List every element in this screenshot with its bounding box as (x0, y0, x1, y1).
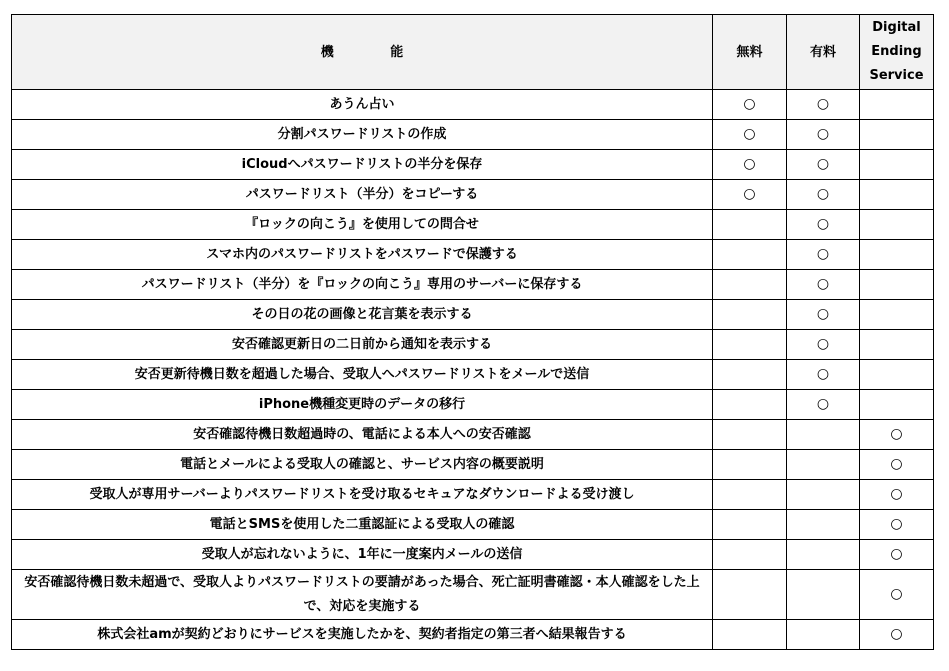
feature-cell: あうん占い (12, 90, 713, 120)
availability-mark: ○ (816, 186, 830, 202)
availability-mark: ○ (816, 246, 830, 262)
free-availability-cell (713, 120, 787, 150)
paid-availability-cell (787, 240, 860, 270)
availability-mark: ○ (890, 456, 903, 472)
table-row (12, 300, 934, 330)
free-availability-cell (713, 240, 787, 270)
paid-availability-cell (787, 420, 860, 450)
table-row (12, 570, 934, 620)
availability-mark: ○ (743, 186, 756, 202)
free-availability-cell (713, 570, 787, 620)
header-feature-label: 機 能 (320, 44, 430, 60)
table-row (12, 420, 934, 450)
paid-availability-cell (787, 480, 860, 510)
table-row (12, 270, 934, 300)
des-availability-cell (860, 210, 934, 240)
table-row (12, 390, 934, 420)
table-row (12, 450, 934, 480)
availability-mark: ○ (890, 546, 903, 562)
paid-availability-cell (787, 510, 860, 540)
paid-availability-cell (787, 540, 860, 570)
des-availability-cell (860, 620, 934, 650)
availability-mark: ○ (816, 396, 830, 412)
free-availability-cell (713, 150, 787, 180)
free-availability-cell (713, 180, 787, 210)
feature-cell: スマホ内のパスワードリストをパスワードで保護する (12, 240, 713, 270)
des-availability-cell (860, 390, 934, 420)
des-availability-cell (860, 420, 934, 450)
feature-cell: 分割パスワードリストの作成 (12, 120, 713, 150)
header-des-line-3: Service (869, 68, 924, 83)
header-digital-ending-service (860, 15, 934, 90)
feature-cell: パスワードリスト（半分）を『ロックの向こう』専用のサーバーに保存する (12, 270, 713, 300)
feature-cell: 受取人が専用サーバーよりパスワードリストを受け取るセキュアなダウンロードよる受け渡し (12, 480, 713, 510)
availability-mark: ○ (816, 336, 830, 352)
paid-availability-cell (787, 360, 860, 390)
des-availability-cell (860, 360, 934, 390)
free-availability-cell (713, 90, 787, 120)
feature-cell: パスワードリスト（半分）をコピーする (12, 180, 713, 210)
paid-availability-cell (787, 90, 860, 120)
feature-cell: 安否更新待機日数を超過した場合、受取人へパスワードリストをメールで送信 (12, 360, 713, 390)
availability-mark: ○ (890, 586, 903, 602)
feature-cell: 受取人が忘れないように、1年に一度案内メールの送信 (12, 540, 713, 570)
availability-mark: ○ (816, 216, 830, 232)
free-availability-cell (713, 620, 787, 650)
feature-cell: その日の花の画像と花言葉を表示する (12, 300, 713, 330)
header-feature (12, 15, 713, 90)
free-availability-cell (713, 300, 787, 330)
des-availability-cell (860, 120, 934, 150)
availability-mark: ○ (816, 126, 830, 142)
des-availability-cell (860, 540, 934, 570)
table-row (12, 210, 934, 240)
free-availability-cell (713, 480, 787, 510)
des-availability-cell (860, 240, 934, 270)
feature-cell: iCloudへパスワードリストの半分を保存 (12, 150, 713, 180)
table-row (12, 240, 934, 270)
feature-cell: 電話とSMSを使用した二重認証による受取人の確認 (12, 510, 713, 540)
availability-mark: ○ (743, 126, 756, 142)
paid-availability-cell (787, 120, 860, 150)
free-availability-cell (713, 540, 787, 570)
des-availability-cell (860, 150, 934, 180)
table-row (12, 510, 934, 540)
des-availability-cell (860, 180, 934, 210)
paid-availability-cell (787, 210, 860, 240)
paid-availability-cell (787, 270, 860, 300)
paid-availability-cell (787, 180, 860, 210)
des-availability-cell (860, 330, 934, 360)
free-availability-cell (713, 450, 787, 480)
feature-cell: 電話とメールによる受取人の確認と、サービス内容の概要説明 (12, 450, 713, 480)
des-availability-cell (860, 90, 934, 120)
header-des-line-2: Ending (871, 44, 922, 59)
availability-mark: ○ (816, 96, 830, 112)
table-row (12, 330, 934, 360)
free-availability-cell (713, 390, 787, 420)
header-paid: 有料 (787, 15, 860, 90)
paid-availability-cell (787, 150, 860, 180)
table-row (12, 480, 934, 510)
feature-cell: 『ロックの向こう』を使用しての問合せ (12, 210, 713, 240)
feature-comparison-table-wrapper (11, 14, 934, 650)
availability-mark: ○ (890, 426, 903, 442)
table-row (12, 540, 934, 570)
des-availability-cell (860, 570, 934, 620)
free-availability-cell (713, 330, 787, 360)
availability-mark: ○ (816, 366, 830, 382)
des-availability-cell (860, 450, 934, 480)
paid-availability-cell (787, 620, 860, 650)
availability-mark: ○ (816, 306, 830, 322)
availability-mark: ○ (816, 156, 830, 172)
feature-cell: 安否確認更新日の二日前から通知を表示する (12, 330, 713, 360)
paid-availability-cell (787, 450, 860, 480)
header-row (12, 15, 934, 90)
header-des-line-1: Digital (872, 20, 921, 35)
des-availability-cell (860, 510, 934, 540)
des-availability-cell (860, 300, 934, 330)
feature-cell: 安否確認待機日数未超過で、受取人よりパスワードリストの要請があった場合、死亡証明書確認・本人確認をした上で、対応を実施する (12, 570, 713, 620)
paid-availability-cell (787, 330, 860, 360)
table-row (12, 150, 934, 180)
table-row (12, 90, 934, 120)
free-availability-cell (713, 510, 787, 540)
availability-mark: ○ (890, 486, 903, 502)
header-free: 無料 (713, 15, 787, 90)
table-row (12, 120, 934, 150)
table-row (12, 360, 934, 390)
feature-cell: 安否確認待機日数超過時の、電話による本人への安否確認 (12, 420, 713, 450)
table-row (12, 180, 934, 210)
des-availability-cell (860, 270, 934, 300)
feature-cell: 株式会社amが契約どおりにサービスを実施したかを、契約者指定の第三者へ結果報告する (12, 620, 713, 650)
free-availability-cell (713, 210, 787, 240)
des-availability-cell (860, 480, 934, 510)
availability-mark: ○ (743, 96, 756, 112)
feature-comparison-table (11, 14, 934, 650)
feature-cell: iPhone機種変更時のデータの移行 (12, 390, 713, 420)
paid-availability-cell (787, 570, 860, 620)
free-availability-cell (713, 420, 787, 450)
availability-mark: ○ (743, 156, 756, 172)
paid-availability-cell (787, 300, 860, 330)
free-availability-cell (713, 270, 787, 300)
availability-mark: ○ (890, 516, 903, 532)
availability-mark: ○ (816, 276, 830, 292)
availability-mark: ○ (890, 626, 903, 642)
paid-availability-cell (787, 390, 860, 420)
table-row (12, 620, 934, 650)
free-availability-cell (713, 360, 787, 390)
